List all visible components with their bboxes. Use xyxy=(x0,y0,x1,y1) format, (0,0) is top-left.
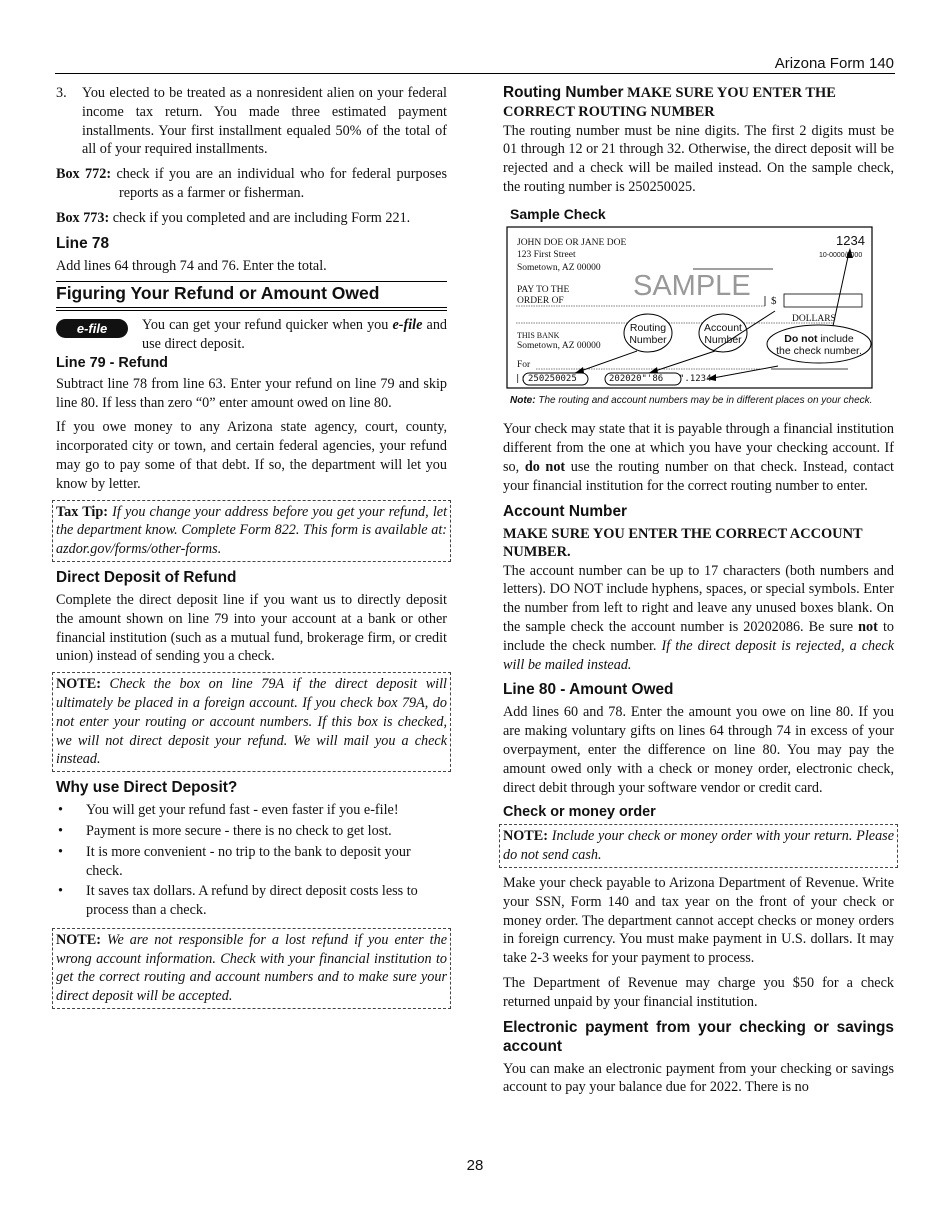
list-item xyxy=(56,882,447,920)
tax-tip-label: Tax Tip: xyxy=(56,503,108,520)
routing-caps: MAKE SURE YOU ENTER THE CORRECT ROUTING NUMBER xyxy=(503,85,836,120)
sample-check-label: Sample Check xyxy=(510,205,606,222)
check-fraction: 10-0000/0000 xyxy=(819,251,863,259)
list-item-text: It saves tax dollars. A refund by direct deposit costs less to process than a check. xyxy=(86,883,418,919)
box-772-item xyxy=(56,165,447,203)
routing-bubble-line1: Routing xyxy=(629,321,667,334)
pay-to-label-line2: ORDER OF xyxy=(517,295,564,306)
sample-watermark: SAMPLE xyxy=(633,269,751,302)
returned-check-fee-text: The Department of Revenue may charge you $50 for a check returned unpaid by your financial institution. xyxy=(503,974,894,1010)
routing-text: The routing number must be nine digits. The first 2 digits must be 01 through 12 or 21 through 32. Otherwise, the direct deposit will be rejected and a check will be mailed instead. On the sample check, the routing number is 250250025. xyxy=(503,122,894,195)
warning-text-1: include xyxy=(820,332,854,345)
bullet: • xyxy=(58,802,63,819)
header-rule xyxy=(55,73,895,74)
account-bubble-line2: Number xyxy=(704,333,742,346)
account-text-1: The account number can be up to 17 characters (both numbers and letters). DO NOT include hyphens, spaces, or special symbols. Enter the number from left to right and leave any unused boxes blank. On the sample check the account number is 20202086. Be sure xyxy=(503,562,894,635)
note-text: Check the box on line 79A if the direct deposit will ultimately be placed in a foreign account. If you check box 79A, do not enter your routing or account numbers. If this box is checked, we will not direct deposit your refund. We will mail you a check instead. xyxy=(56,676,447,768)
list-item-number: 3. xyxy=(56,85,67,101)
bullet: • xyxy=(58,843,63,860)
account-caps: MAKE SURE YOU ENTER THE CORRECT ACCOUNT NUMBER. xyxy=(503,525,863,560)
tax-tip-text: If you change your address before you get your refund, let the department know. Complete Form 822. This form is available at: azdor.gov/forms/other-forms. xyxy=(56,503,448,558)
efile-text xyxy=(142,316,447,354)
micr-check-number: ".1234 xyxy=(679,373,712,384)
sample-check xyxy=(503,226,875,390)
foreign-account-note xyxy=(52,672,451,772)
check-account-holder: JOHN DOE OR JANE DOE xyxy=(517,237,627,248)
account-text xyxy=(503,562,894,675)
dollars-label: DOLLARS xyxy=(792,313,836,324)
page-header-title: Arizona Form 140 xyxy=(774,55,894,72)
list-item xyxy=(56,843,447,881)
micr-start: |: xyxy=(515,373,526,384)
line-80-heading: Line 80 - Amount Owed xyxy=(503,681,674,699)
routing-bubble-line2: Number xyxy=(629,333,667,346)
dollar-sign: $ xyxy=(771,294,777,307)
box-772-label: Box 772: xyxy=(56,166,112,183)
why-direct-deposit-heading: Why use Direct Deposit? xyxy=(56,779,238,797)
efile-text-part1: You can get your refund quicker when you xyxy=(142,317,389,334)
tax-tip-box xyxy=(52,500,451,562)
benefits-list xyxy=(56,801,447,920)
bank-city: Sometown, AZ 00000 xyxy=(517,340,601,351)
bullet: • xyxy=(58,822,63,839)
account-bold: not xyxy=(858,618,878,635)
note-label: NOTE: xyxy=(56,676,101,693)
line-78-heading: Line 78 xyxy=(56,234,110,252)
list-item xyxy=(56,801,447,820)
line-78-text: Add lines 64 through 74 and 76. Enter the total. xyxy=(56,257,327,274)
bank-name: THIS BANK xyxy=(517,330,560,340)
pay-to-label-line1: PAY TO THE xyxy=(517,284,570,295)
direct-deposit-text: Complete the direct deposit line if you want us to directly deposit the amount shown on line 79 into your account at a bank or other financial institution (such as a mutual fund, brokerage firm, or credit union) instead of sending you a check. xyxy=(56,591,447,665)
check-street: 123 First Street xyxy=(517,249,576,260)
memo-label: For xyxy=(517,359,531,370)
list-item-text: You elected to be treated as a nonresident alien on your federal income tax return. You made three estimated payment installments. Your first installment equaled 50% of the total of all of your required installments. xyxy=(82,85,447,158)
check-number: 1234 xyxy=(836,232,865,248)
line-79-heading: Line 79 - Refund xyxy=(56,354,168,371)
direct-deposit-heading: Direct Deposit of Refund xyxy=(56,568,237,586)
account-number-heading: Account Number xyxy=(503,502,627,520)
micr-routing: 250250025 xyxy=(528,373,577,384)
check-city: Sometown, AZ 00000 xyxy=(517,262,601,273)
warning-bold: Do not xyxy=(784,332,818,345)
list-item xyxy=(56,822,447,841)
box-772-text: check if you are an individual who for federal purposes reports as a farmer or fisherman. xyxy=(116,166,448,201)
box-773-label: Box 773: xyxy=(56,209,110,226)
account-text-2: to include the check number. xyxy=(503,618,894,654)
list-item-text: Payment is more secure - there is no check to get lost. xyxy=(86,822,392,839)
box-773-item xyxy=(56,209,447,228)
list-item-text: You will get your refund fast - even faster if you e-file! xyxy=(86,802,399,819)
right-column xyxy=(503,84,894,1103)
bullet: • xyxy=(58,883,63,900)
account-italic: If the direct deposit is rejected, a check will be mailed instead. xyxy=(503,637,895,673)
list-item-3 xyxy=(56,84,447,159)
check-note-label: Note: xyxy=(510,394,536,406)
check-note xyxy=(510,392,894,411)
line-79-paragraph-1: Subtract line 78 from line 63. Enter your refund on line 79 and skip line 80. If less than zero “0” enter amount owed on line 80. xyxy=(56,375,447,411)
section-heading xyxy=(56,281,447,308)
routing-heading: Routing Number xyxy=(503,84,624,101)
routing-heading-block xyxy=(503,84,894,122)
note-text: We are not responsible for a lost refund if you enter the wrong account information. Check with your financial institution to get the correct routing and account numbers and to make sure your direct deposit will be accepted. xyxy=(56,931,447,1005)
box-773-text: check if you completed and are including Form 221. xyxy=(112,209,411,226)
payable-text-2: use the routing number on that check. Instead, contact your financial institution for the correct routing number to enter. xyxy=(503,458,894,494)
account-bubble-line1: Account xyxy=(704,321,742,334)
payable-text-1: Your check may state that it is payable through a financial institution different from the one at which you have your checking account. If so, xyxy=(503,421,894,475)
check-number-warning xyxy=(769,333,869,357)
note-text: Include your check or money order with your return. Please do not send cash. xyxy=(503,828,895,864)
payable-through-paragraph xyxy=(503,420,894,495)
routing-bubble-label xyxy=(624,322,672,346)
line-80-text: Add lines 60 and 78. Enter the amount you owe on line 80. If you are making voluntary gifts on lines 64 through 74 in excess of your overpayment, enter the difference on line 80. You may pay the amount owed only with a check or money order, electronic check, direct debit through your software vendor or credit card. xyxy=(503,704,894,796)
payable-bold: do not xyxy=(524,458,566,475)
check-note-text: The routing and account numbers may be in different places on your check. xyxy=(538,394,873,406)
payable-ador-text: Make your check payable to Arizona Department of Revenue. Write your SSN, Form 140 and tax year on the front of your check or money order. The department cannot accept checks or money orders in foreign currency. You must make payment in U.S. dollars. It may take 2-3 weeks for your payment to process. xyxy=(503,874,894,967)
section-title: Figuring Your Refund or Amount Owed xyxy=(56,283,380,304)
micr-account: 202020"'86 xyxy=(609,373,664,384)
check-money-order-heading: Check or money order xyxy=(503,804,656,821)
efile-text-part2: and use direct deposit. xyxy=(142,317,448,352)
lost-refund-note xyxy=(52,928,451,1009)
efile-callout xyxy=(56,316,447,354)
line-79-paragraph-2: If you owe money to any Arizona state agency, court, county, incorporated city or town, and certain federal agencies, your refund may go to pay some of that debt. If so, the department will let you know by letter. xyxy=(56,419,447,492)
efile-emphasis: e-file xyxy=(392,317,423,334)
list-item-text: It is more convenient - no trip to the bank to deposit your check. xyxy=(86,843,411,879)
note-label: NOTE: xyxy=(56,931,101,948)
electronic-payment-heading: Electronic payment from your checking or savings account xyxy=(503,1018,894,1055)
account-bubble-label xyxy=(699,322,747,346)
page-number: 28 xyxy=(466,1157,484,1174)
note-label: NOTE: xyxy=(503,828,548,845)
electronic-payment-text: You can make an electronic payment from your checking or savings account to pay your balance due for 2022. There is no xyxy=(503,1060,894,1096)
include-check-note xyxy=(499,824,898,868)
left-column xyxy=(56,84,447,1015)
warning-text-2: the check number. xyxy=(776,344,862,357)
efile-logo: e-file xyxy=(56,319,128,338)
